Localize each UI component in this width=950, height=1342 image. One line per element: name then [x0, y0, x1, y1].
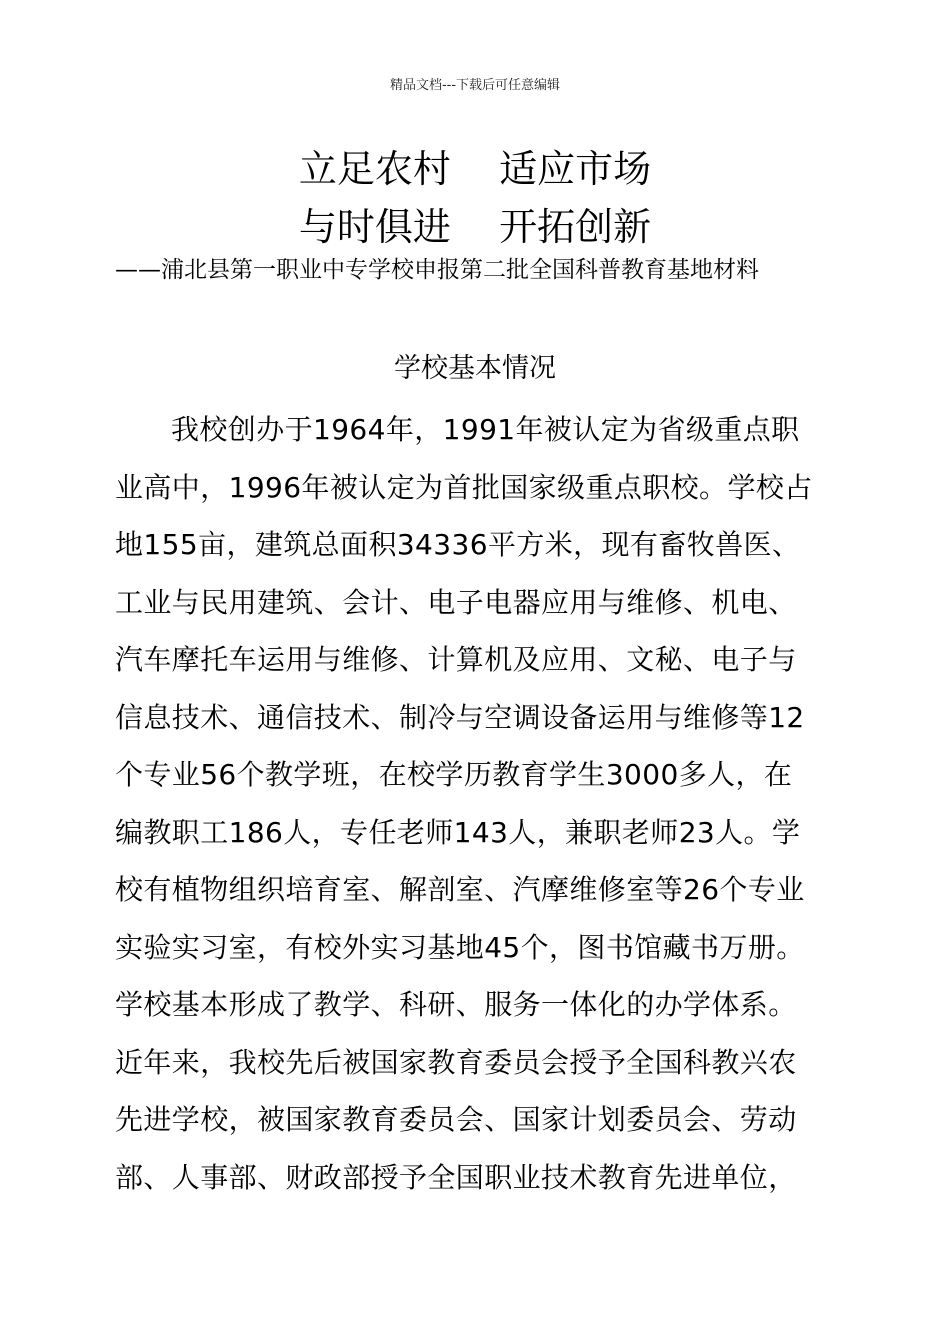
body-line: 学校基本形成了教学、科研、服务一体化的办学体系。 — [115, 988, 797, 1021]
body-line: 近年来，我校先后被国家教育委员会授予全国科教兴农 — [115, 1045, 797, 1079]
document-subtitle: ——浦北县第一职业中专学校申报第二批全国科普教育基地材料 — [115, 257, 759, 283]
body-line: 部、人事部、财政部授予全国职业技术教育先进单位， — [115, 1160, 797, 1194]
body-line: 先进学校，被国家教育委员会、国家计划委员会、劳动 — [115, 1103, 797, 1136]
title-line-1: 立足农村 适应市场 — [298, 147, 652, 191]
body-line: 工业与民用建筑、会计、电子电器应用与维修、机电、 — [115, 585, 797, 619]
body-line: 信息技术、通信技术、制冷与空调设备运用与维修等12 — [115, 700, 805, 734]
body-line: 汽车摩托车运用与维修、计算机及应用、文秘、电子与 — [115, 643, 797, 676]
body-line: 校有植物组织培育室、解剖室、汽摩维修室等26个专业 — [115, 873, 805, 906]
body-line: 实验实习室，有校外实习基地45个，图书馆藏书万册。 — [115, 930, 805, 964]
header-note: 精品文档---下载后可任意编辑 — [389, 78, 561, 93]
body-line: 地155亩，建筑总面积34336平方米，现有畜牧兽医、 — [115, 528, 801, 561]
title-line-2: 与时俱进 开拓创新 — [298, 205, 652, 249]
body-line: 业高中，1996年被认定为首批国家级重点职校。学校占 — [115, 470, 813, 504]
body-paragraph — [115, 405, 840, 1210]
section-heading: 学校基本情况 — [394, 353, 556, 384]
body-line: 个专业56个教学班，在校学历教育学生3000多人，在 — [115, 758, 793, 791]
body-line: 我校创办于1964年，1991年被认定为省级重点职 — [171, 413, 800, 446]
body-line: 编教职工186人，专任老师143人，兼职老师23人。学 — [115, 815, 801, 849]
